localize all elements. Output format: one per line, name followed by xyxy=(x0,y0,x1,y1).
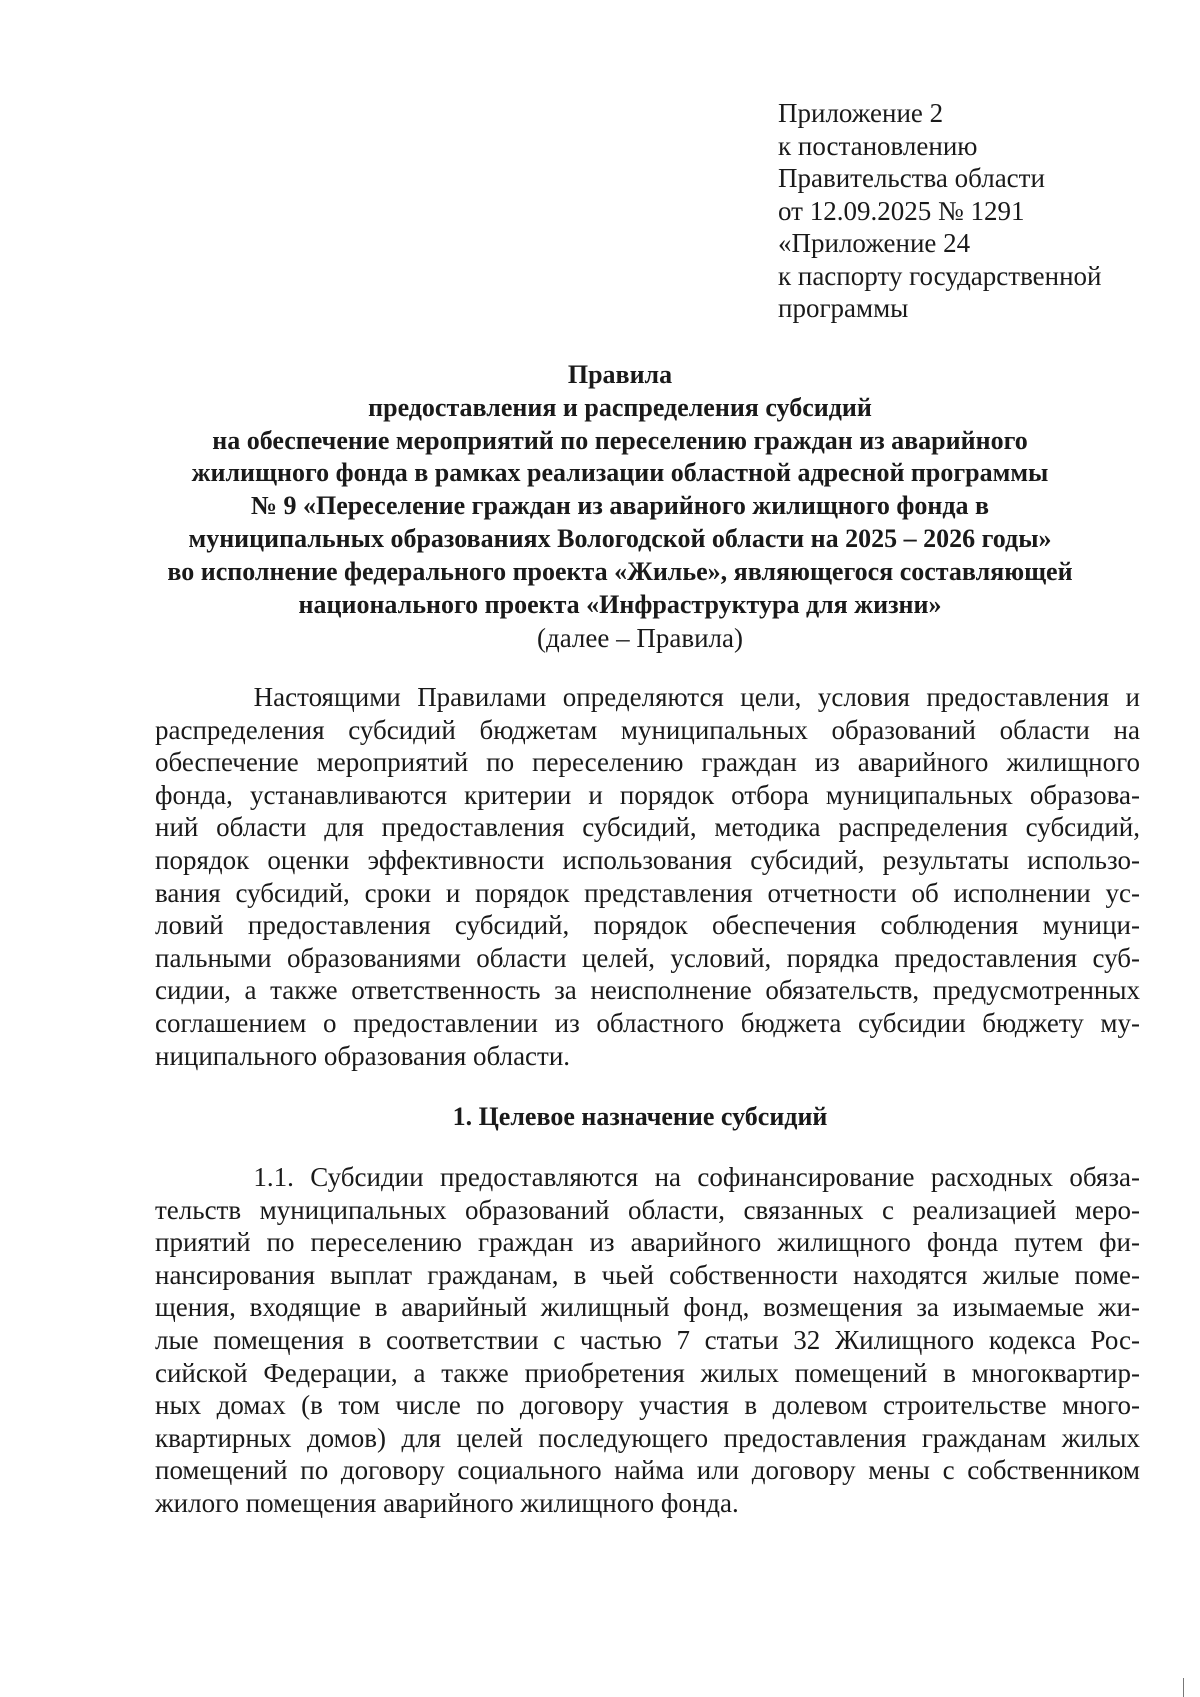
paragraph-line: тельств муниципальных образований области, связанных с реализацией меро- xyxy=(155,1194,1140,1225)
approval-line: Правительства области xyxy=(778,163,1045,193)
title-line: на обеспечение мероприятий по переселению граждан из аварийного xyxy=(212,425,1028,455)
section-heading: 1. Целевое назначение субсидий xyxy=(452,1102,828,1131)
paragraph-line: фонда, устанавливаются критерии и порядок отбора муниципальных образова- xyxy=(155,779,1140,810)
title-abbreviation-note: (далее – Правила) xyxy=(536,623,744,653)
title-line: предоставления и распределения субсидий xyxy=(368,392,872,422)
title-line: жилищного фонда в рамках реализации областной адресной программы xyxy=(191,458,1049,488)
title-line: национального проекта «Инфраструктура для жизни» xyxy=(298,589,942,619)
clause-1-1-paragraph xyxy=(155,1161,1140,1520)
paragraph-line: ловий предоставления субсидий, порядок обеспечения соблюдения муници- xyxy=(155,910,1140,941)
paragraph-line: пальными образованиями области целей, условий, порядка предоставления суб- xyxy=(155,942,1140,973)
paragraph-line: вания субсидий, сроки и порядок представления отчетности об исполнении ус- xyxy=(155,877,1140,908)
approval-line: к паспорту государственной xyxy=(778,260,1102,291)
title-line: Правила xyxy=(567,360,673,389)
approval-line: Приложение 2 xyxy=(778,98,944,128)
approval-stamp xyxy=(778,97,1178,325)
paragraph-line: ниципального образования области. xyxy=(155,1040,571,1071)
paragraph-line: помещений по договору социального найма или договору мены с собственником xyxy=(155,1455,1140,1486)
paragraph-line: обеспечение мероприятий по переселению граждан из аварийного жилищного xyxy=(155,747,1140,778)
paragraph-line: соглашением о предоставлении из областного бюджета субсидии бюджету му- xyxy=(155,1007,1140,1038)
title-line: № 9 «Переселение граждан из аварийного жилищного фонда в xyxy=(250,491,990,521)
intro-paragraph xyxy=(155,681,1140,1072)
scan-edge-mark xyxy=(1183,1678,1184,1697)
paragraph-line: Настоящими Правилами определяются цели, условия предоставления и xyxy=(155,682,1140,712)
title-line: во исполнение федерального проекта «Жилье», являющегося составляющей xyxy=(167,556,1073,586)
paragraph-line: распределения субсидий бюджетам муниципальных образований области на xyxy=(155,714,1140,745)
approval-line: «Приложение 24 xyxy=(778,228,971,258)
approval-line: программы xyxy=(778,293,909,323)
title-line: муниципальных образованиях Вологодской области на 2025 – 2026 годы» xyxy=(188,523,1052,553)
paragraph-line: лые помещения в соответствии с частью 7 статьи 32 Жилищного кодекса Рос- xyxy=(155,1324,1140,1355)
paragraph-line: ний области для предоставления субсидий, методика распределения субсидий, xyxy=(155,812,1140,843)
paragraph-line: щения, входящие в аварийный жилищный фонд, возмещения за изымаемые жи- xyxy=(155,1292,1140,1323)
approval-line: к постановлению xyxy=(778,130,978,161)
paragraph-line: 1.1. Субсидии предоставляются на софинансирование расходных обяза- xyxy=(155,1162,1140,1192)
paragraph-line: жилого помещения аварийного жилищного фонда. xyxy=(155,1487,739,1518)
paragraph-line: приятий по переселению граждан из аварийного жилищного фонда путем фи- xyxy=(155,1227,1140,1258)
document-title xyxy=(120,359,1120,621)
paragraph-line: сийской Федерации, а также приобретения жилых помещений в многоквартир- xyxy=(155,1357,1140,1388)
approval-line: от 12.09.2025 № 1291 xyxy=(778,195,1025,226)
paragraph-line: сидии, а также ответственность за неисполнение обязательств, предусмотренных xyxy=(155,975,1140,1006)
paragraph-line: квартирных домов) для целей последующего предоставления гражданам жилых xyxy=(155,1422,1140,1453)
paragraph-line: порядок оценки эффективности использования субсидий, результаты использо- xyxy=(155,844,1140,875)
paragraph-line: нансирования выплат гражданам, в чьей собственности находятся жилые поме- xyxy=(155,1259,1140,1290)
paragraph-line: ных домах (в том числе по договору участия в долевом строительстве много- xyxy=(155,1390,1140,1421)
